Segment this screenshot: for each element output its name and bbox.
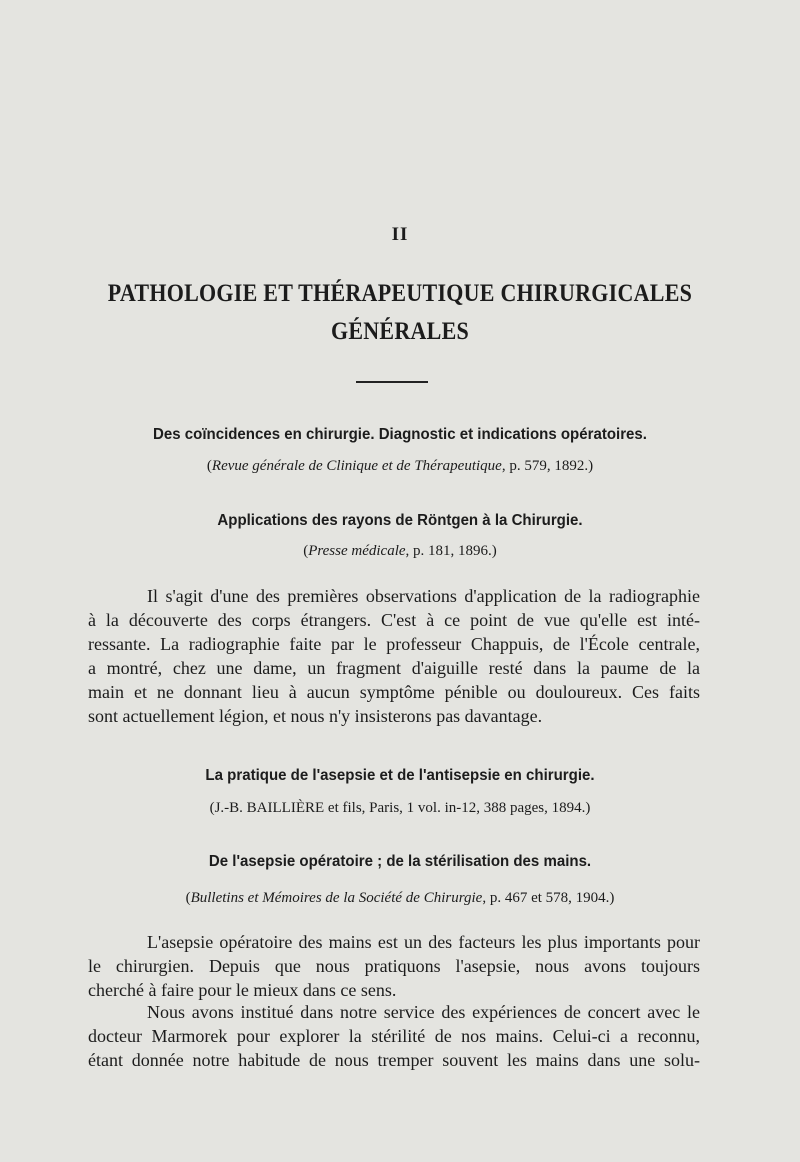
paragraph-line: docteur Marmorek pour explorer la stérilité de nos mains. Celui-ci a reconnu, — [88, 1026, 700, 1046]
paragraph-line: main et ne donnant lieu à aucun symptôme pénible ou douloureux. Ces faits — [88, 682, 700, 702]
body-paragraph — [88, 930, 700, 1002]
body-paragraph — [88, 584, 700, 728]
paragraph-line: Il s'agit d'une des premières observations d'application de la radiographie — [147, 586, 700, 606]
entry-heading: La pratique de l'asepsie et de l'antisepsie en chirurgie. — [205, 767, 595, 784]
citation-source: Bulletins et Mémoires de la Société de Chirurgie — [190, 890, 483, 906]
body-paragraph — [88, 1000, 700, 1072]
entry-citation: (Bulletins et Mémoires de la Société de Chirurgie, p. 467 et 578, 1904.) — [185, 890, 615, 906]
paragraph-line: L'asepsie opératoire des mains est un des facteurs les plus importants pour — [147, 932, 700, 952]
paragraph-line: ressante. La radiographie faite par le professeur Chappuis, de l'École centrale, — [88, 634, 700, 654]
paragraph-line: sont actuellement légion, et nous n'y insisterons pas davantage. — [88, 706, 543, 726]
chapter-title — [101, 275, 699, 351]
paragraph-line: à la découverte des corps étrangers. C'est à ce point de vue qu'elle est inté- — [88, 610, 700, 630]
paragraph-line: Nous avons institué dans notre service des expériences de concert avec le — [147, 1002, 700, 1022]
title-divider — [356, 381, 428, 383]
entry-heading: De l'asepsie opératoire ; de la stérilisation des mains. — [208, 853, 592, 870]
entry-heading: Des coïncidences en chirurgie. Diagnostic et indications opératoires. — [153, 426, 647, 443]
paragraph-line: le chirurgien. Depuis que nous pratiquons l'asepsie, nous avons toujours — [88, 956, 700, 976]
chapter-title-line-2: GÉNÉRALES — [330, 318, 470, 345]
section-number: II — [391, 224, 409, 245]
paragraph-line: cherché à faire pour le mieux dans ce sens. — [88, 980, 397, 1000]
entry-citation: (Revue générale de Clinique et de Thérapeutique, p. 579, 1892.) — [206, 458, 594, 474]
chapter-title-line-1: PATHOLOGIE ET THÉRAPEUTIQUE CHIRURGICALES — [107, 280, 693, 307]
paragraph-line: étant donnée notre habitude de nous tremper souvent les mains dans une solu- — [88, 1050, 700, 1070]
entry-heading: Applications des rayons de Röntgen à la Chirurgie. — [217, 512, 583, 529]
citation-source: Revue générale de Clinique et de Thérapeutique — [211, 458, 502, 474]
entry-citation: (J.-B. BAILLIÈRE et fils, Paris, 1 vol. in-12, 388 pages, 1894.) — [209, 800, 591, 816]
citation-source: Presse médicale — [308, 543, 406, 559]
paragraph-line: a montré, chez une dame, un fragment d'aiguille resté dans la paume de la — [88, 658, 700, 678]
entry-citation: (Presse médicale, p. 181, 1896.) — [303, 543, 497, 559]
